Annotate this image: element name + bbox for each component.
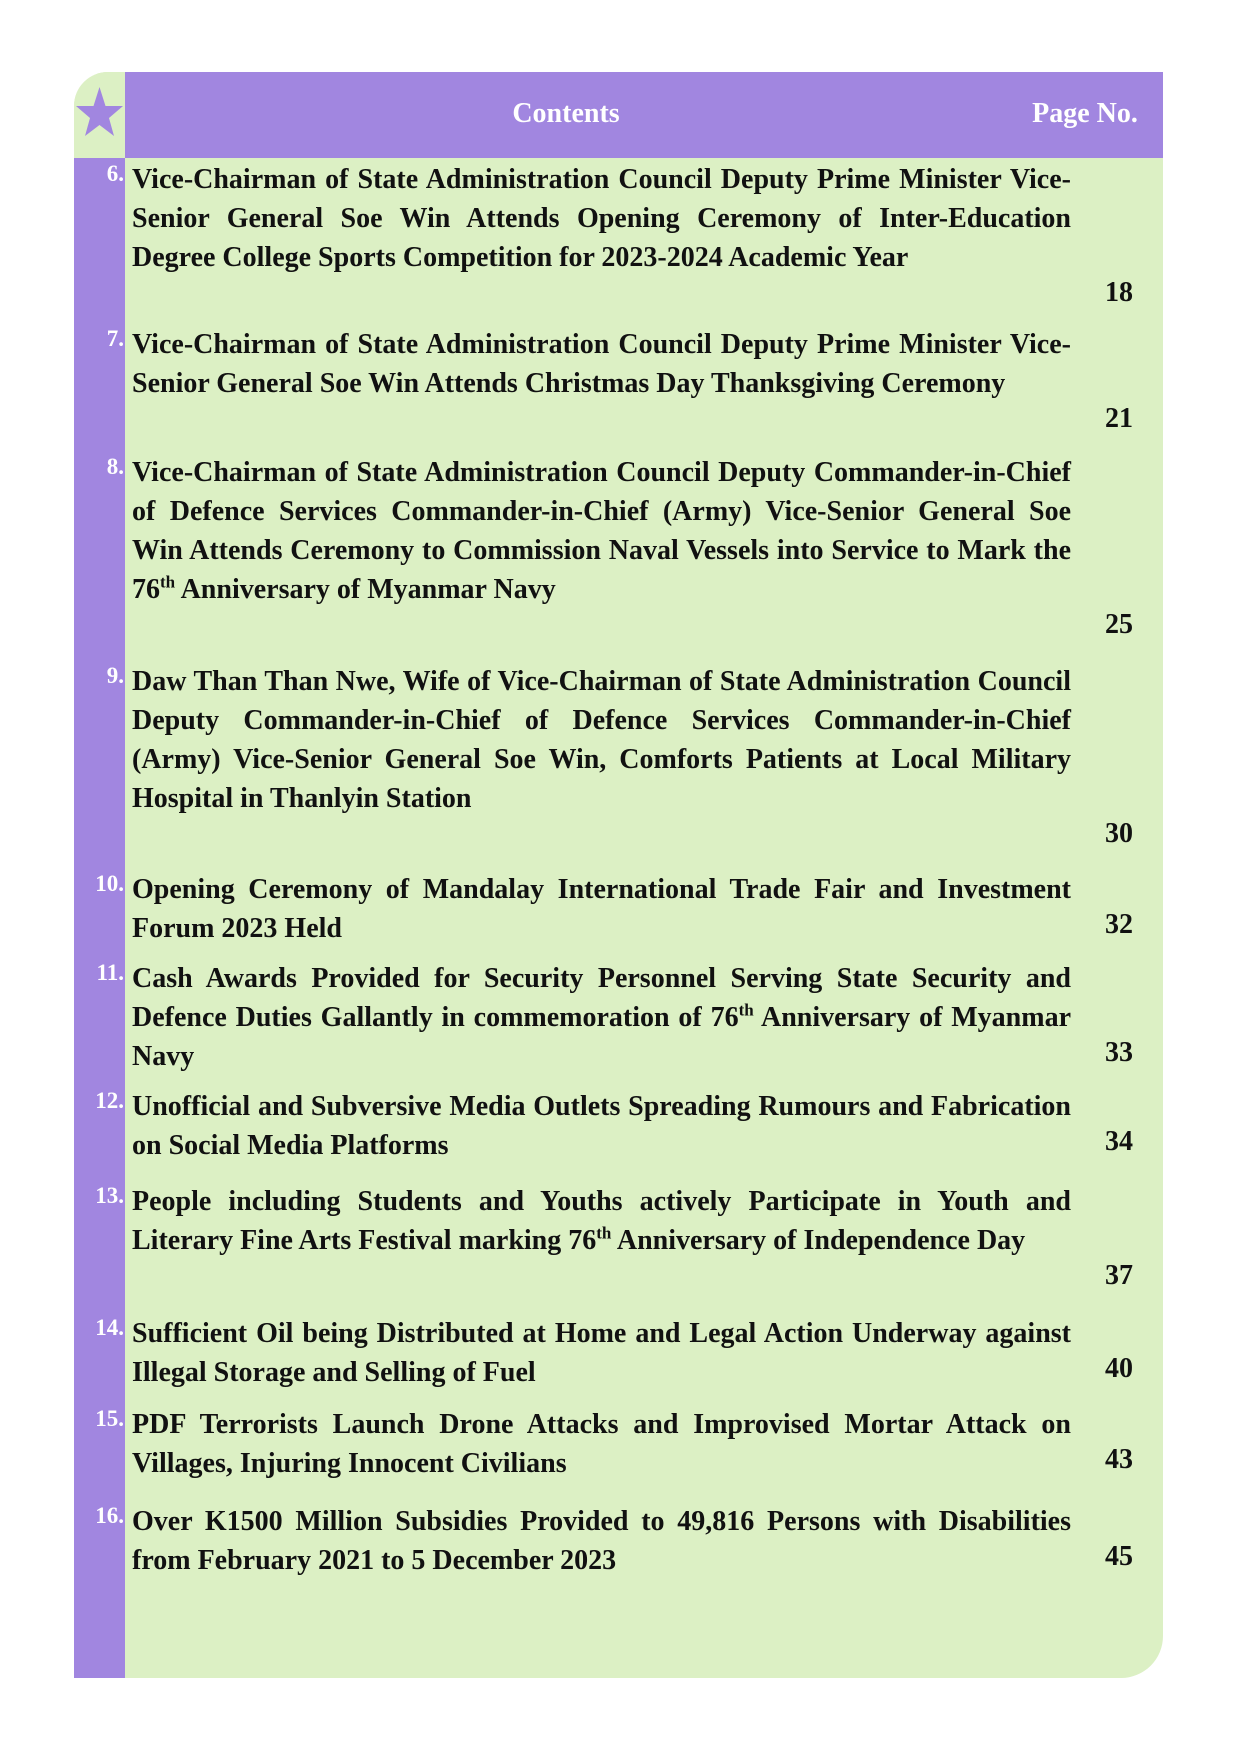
entry-number: 9. — [106, 663, 124, 688]
entry-title: Daw Than Than Nwe, Wife of Vice-Chairman of State Administration Council Deputy Commander-in-Chief of Defence Services Commander-in-Chief (Army) Vice-Senior General Soe Win, Comforts Patients at Local Military Hospital in Thanlyin Station — [132, 666, 1071, 814]
entry-title: Over K1500 Million Subsidies Provided to 49,816 Persons with Disabilities from February 2021 to 5 December 2023 — [132, 1506, 1071, 1576]
star-icon — [74, 85, 125, 143]
entry-page: 43 — [1105, 1444, 1133, 1475]
entry-number: 7. — [106, 326, 124, 351]
entry-number: 11. — [96, 960, 124, 985]
entry-title: Vice-Chairman of State Administration Council Deputy Prime Minister Vice-Senior General Soe Win Attends Christmas Day Thanksgiving Ceremony — [132, 329, 1071, 399]
entry-number: 12. — [95, 1088, 124, 1113]
number-column — [74, 158, 125, 1678]
page-number-label: Page No. — [1032, 98, 1138, 129]
entry-title: Unofficial and Subversive Media Outlets Spreading Rumours and Fabrication on Social Media Platforms — [132, 1091, 1071, 1161]
entry-page: 21 — [1105, 403, 1133, 434]
contents-title: Contents — [512, 98, 620, 129]
contents-panel — [74, 72, 1163, 1678]
entry-title: Vice-Chairman of State Administration Council Deputy Prime Minister Vice-Senior General Soe Win Attends Opening Ceremony of Inter-Education Degree College Sports Competition for 2023-2024 Academic Year — [132, 164, 1071, 273]
entry-title: People including Students and Youths actively Participate in Youth and Literary Fine Arts Festival marking 76th Anniversary of Independence Day — [132, 1186, 1071, 1256]
entry-title: Vice-Chairman of State Administration Council Deputy Commander-in-Chief of Defence Services Commander-in-Chief (Army) Vice-Senior General Soe Win Attends Ceremony to Commission Naval Vessels into Service to Mark the 76th Anniversary of Myanmar Navy — [132, 457, 1071, 605]
entry-number: 16. — [95, 1503, 124, 1528]
entry-number: 10. — [95, 871, 124, 896]
corner-cell — [74, 72, 125, 158]
entry-number: 8. — [106, 454, 124, 479]
contents-header — [125, 72, 1163, 158]
entry-number: 15. — [95, 1406, 124, 1431]
entry-page: 30 — [1105, 818, 1133, 849]
entry-page: 25 — [1105, 609, 1133, 640]
entry-page: 32 — [1105, 909, 1133, 940]
entry-page: 34 — [1105, 1126, 1133, 1157]
entry-title: Cash Awards Provided for Security Personnel Serving State Security and Defence Duties Gallantly in commemoration of 76th Anniversary of Myanmar Navy — [132, 963, 1072, 1072]
entry-title: Opening Ceremony of Mandalay International Trade Fair and Investment Forum 2023 Held — [132, 874, 1071, 944]
entry-page: 33 — [1105, 1037, 1133, 1068]
entry-number: 13. — [95, 1183, 124, 1208]
entry-number: 6. — [106, 161, 124, 186]
entry-page: 45 — [1105, 1541, 1133, 1572]
entry-title: PDF Terrorists Launch Drone Attacks and Improvised Mortar Attack on Villages, Injuring Innocent Civilians — [132, 1409, 1071, 1479]
entry-number: 14. — [95, 1315, 124, 1340]
entry-page: 40 — [1105, 1353, 1133, 1384]
entry-title: Sufficient Oil being Distributed at Home and Legal Action Underway against Illegal Storage and Selling of Fuel — [132, 1318, 1071, 1388]
entry-page: 18 — [1105, 277, 1133, 308]
entry-page: 37 — [1105, 1260, 1133, 1291]
